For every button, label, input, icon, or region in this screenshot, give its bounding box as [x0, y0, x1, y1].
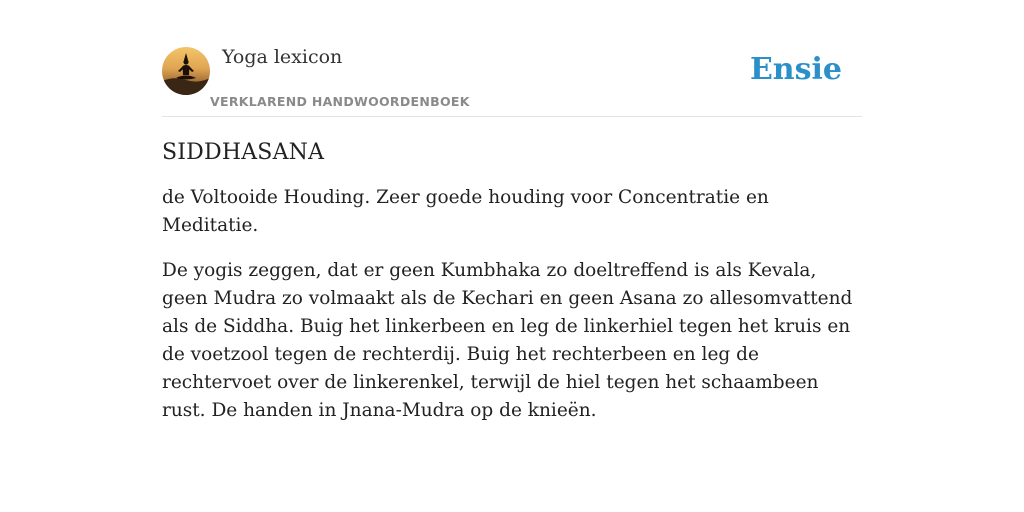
site-subtitle: VERKLAREND HANDWOORDENBOEK	[210, 94, 470, 109]
brand-logo[interactable]: Ensie	[749, 52, 842, 87]
entry-content	[162, 140, 862, 442]
site-header	[162, 0, 862, 117]
avatar[interactable]	[162, 47, 210, 95]
definition-paragraph: De yogis zeggen, dat er geen Kumbhaka zo doeltreffend is als Kevala, geen Mudra zo volmaakt als de Kechari en geen Asana zo allesomvattend als de Siddha. Buig het linkerbeen en leg de linkerhiel tegen het kruis en de voetzool tegen de rechterdij. Buig het rechterbeen en leg de rechtervoet over de linkerenkel, terwijl de hiel tegen het schaambeen rust. De handen in Jnana-Mudra op de knieën.	[162, 260, 853, 421]
definition-paragraph: de Voltooide Houding. Zeer goede houding voor Concentratie en Meditatie.	[162, 187, 769, 236]
site-title[interactable]: Yoga lexicon	[222, 46, 343, 68]
entry-definition	[162, 184, 862, 425]
entry-term: SIDDHASANA	[162, 140, 325, 165]
meditation-silhouette-icon	[162, 47, 210, 95]
